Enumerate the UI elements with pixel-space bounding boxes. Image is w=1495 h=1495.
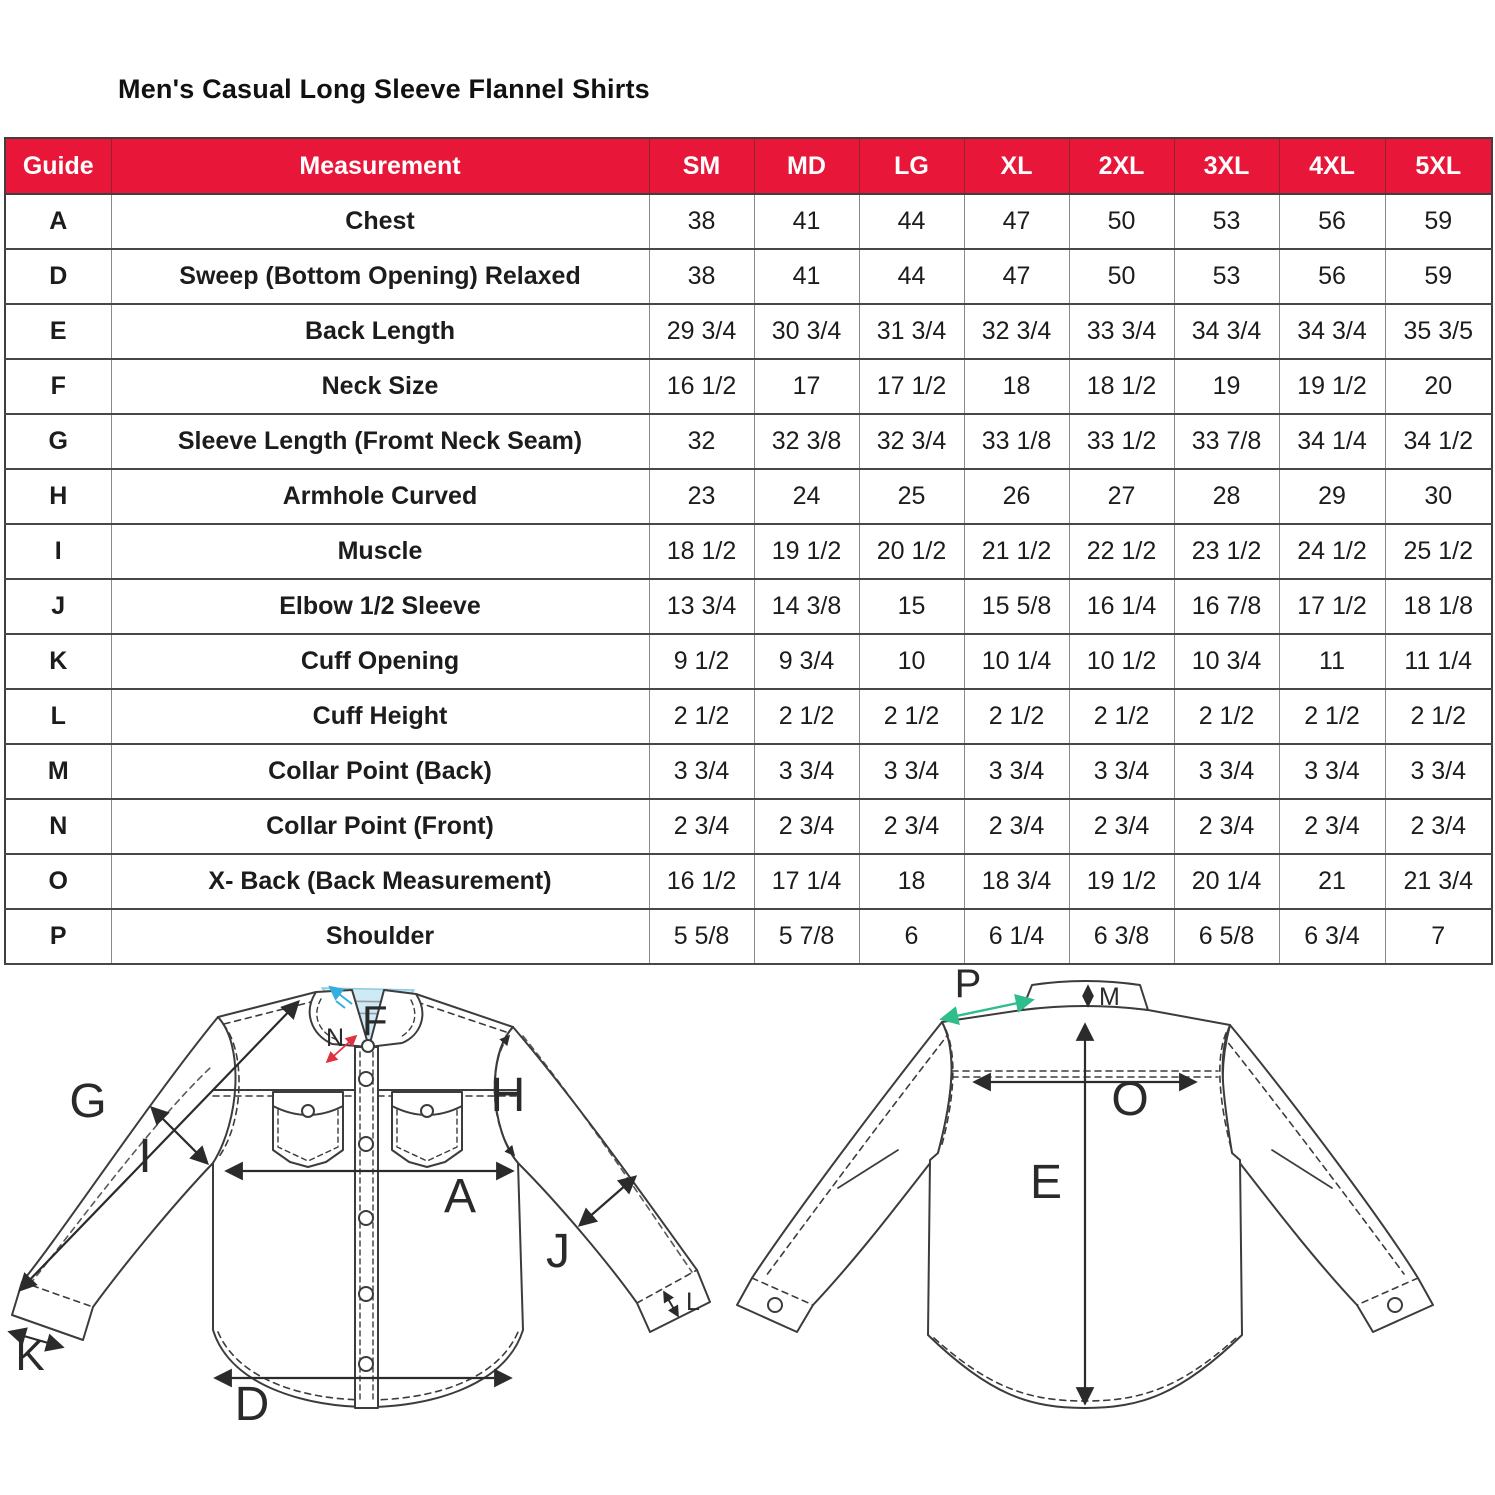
measurement-name: Muscle bbox=[111, 524, 649, 579]
size-value: 22 1/2 bbox=[1069, 524, 1174, 579]
size-value: 56 bbox=[1279, 194, 1385, 249]
shirt-measurement-diagram bbox=[0, 940, 1495, 1495]
back-collar-band bbox=[1022, 981, 1148, 1010]
size-value: 3 3/4 bbox=[649, 744, 754, 799]
size-value: 17 1/2 bbox=[859, 359, 964, 414]
size-value: 53 bbox=[1174, 194, 1279, 249]
guide-letter: J bbox=[5, 579, 111, 634]
table-row bbox=[5, 469, 1492, 524]
size-value: 6 1/4 bbox=[964, 909, 1069, 964]
size-value: 3 3/4 bbox=[1069, 744, 1174, 799]
size-value: 44 bbox=[859, 194, 964, 249]
size-value: 16 7/8 bbox=[1174, 579, 1279, 634]
size-value: 53 bbox=[1174, 249, 1279, 304]
size-value: 28 bbox=[1174, 469, 1279, 524]
size-value: 32 bbox=[649, 414, 754, 469]
size-value: 2 3/4 bbox=[1174, 799, 1279, 854]
size-value: 14 3/8 bbox=[754, 579, 859, 634]
size-value: 47 bbox=[964, 249, 1069, 304]
table-row bbox=[5, 799, 1492, 854]
size-value: 16 1/4 bbox=[1069, 579, 1174, 634]
chest-pocket-left bbox=[273, 1092, 343, 1167]
table-row bbox=[5, 524, 1492, 579]
table-row bbox=[5, 414, 1492, 469]
size-value: 38 bbox=[649, 194, 754, 249]
back-left-sleeve bbox=[737, 1022, 952, 1332]
guide-letter: E bbox=[5, 304, 111, 359]
guide-letter: M bbox=[5, 744, 111, 799]
label-i-muscle: I bbox=[138, 1130, 152, 1183]
guide-letter: D bbox=[5, 249, 111, 304]
size-value: 7 bbox=[1385, 909, 1492, 964]
size-value: 34 3/4 bbox=[1279, 304, 1385, 359]
size-value: 23 bbox=[649, 469, 754, 524]
size-value: 19 1/2 bbox=[1279, 359, 1385, 414]
label-k-cuff-opening: K bbox=[15, 1331, 45, 1380]
measurement-name: Shoulder bbox=[111, 909, 649, 964]
size-value: 5 5/8 bbox=[649, 909, 754, 964]
column-header-lg: LG bbox=[859, 138, 964, 194]
chest-pocket-right bbox=[392, 1092, 462, 1167]
button-placket bbox=[355, 1047, 378, 1408]
size-value: 29 bbox=[1279, 469, 1385, 524]
size-value: 2 1/2 bbox=[754, 689, 859, 744]
size-value: 3 3/4 bbox=[1279, 744, 1385, 799]
front-right-sleeve bbox=[495, 1027, 710, 1332]
table-row bbox=[5, 359, 1492, 414]
size-value: 16 1/2 bbox=[649, 359, 754, 414]
measurement-name: Sweep (Bottom Opening) Relaxed bbox=[111, 249, 649, 304]
guide-letter: L bbox=[5, 689, 111, 744]
measurement-name: Collar Point (Back) bbox=[111, 744, 649, 799]
size-value: 2 3/4 bbox=[859, 799, 964, 854]
size-value: 41 bbox=[754, 249, 859, 304]
size-value: 3 3/4 bbox=[754, 744, 859, 799]
size-value: 24 bbox=[754, 469, 859, 524]
size-value: 26 bbox=[964, 469, 1069, 524]
header-row bbox=[5, 138, 1492, 194]
size-value: 18 3/4 bbox=[964, 854, 1069, 909]
size-value: 59 bbox=[1385, 249, 1492, 304]
label-h-armhole: H bbox=[490, 1069, 526, 1122]
size-value: 11 bbox=[1279, 634, 1385, 689]
table-row bbox=[5, 304, 1492, 359]
size-value: 24 1/2 bbox=[1279, 524, 1385, 579]
size-value: 2 1/2 bbox=[1279, 689, 1385, 744]
size-value: 34 1/4 bbox=[1279, 414, 1385, 469]
size-value: 13 3/4 bbox=[649, 579, 754, 634]
size-value: 34 3/4 bbox=[1174, 304, 1279, 359]
label-n-collar-point: N bbox=[325, 1024, 344, 1052]
size-value: 15 5/8 bbox=[964, 579, 1069, 634]
guide-letter: P bbox=[5, 909, 111, 964]
measurement-name: Neck Size bbox=[111, 359, 649, 414]
size-value: 32 3/8 bbox=[754, 414, 859, 469]
size-value: 29 3/4 bbox=[649, 304, 754, 359]
size-value: 18 1/2 bbox=[1069, 359, 1174, 414]
size-value: 11 1/4 bbox=[1385, 634, 1492, 689]
guide-letter: O bbox=[5, 854, 111, 909]
column-header-4xl: 4XL bbox=[1279, 138, 1385, 194]
size-value: 20 bbox=[1385, 359, 1492, 414]
measurement-name: Chest bbox=[111, 194, 649, 249]
size-value: 47 bbox=[964, 194, 1069, 249]
size-value: 16 1/2 bbox=[649, 854, 754, 909]
label-l-cuff-height: L bbox=[686, 1288, 700, 1316]
measurement-name: Armhole Curved bbox=[111, 469, 649, 524]
guide-letter: A bbox=[5, 194, 111, 249]
table-row bbox=[5, 249, 1492, 304]
size-value: 6 3/4 bbox=[1279, 909, 1385, 964]
guide-letter: I bbox=[5, 524, 111, 579]
column-header-md: MD bbox=[754, 138, 859, 194]
size-value: 2 1/2 bbox=[859, 689, 964, 744]
size-value: 17 1/4 bbox=[754, 854, 859, 909]
guide-letter: K bbox=[5, 634, 111, 689]
guide-letter: N bbox=[5, 799, 111, 854]
label-p-shoulder: P bbox=[954, 962, 982, 1006]
column-header-5xl: 5XL bbox=[1385, 138, 1492, 194]
size-value: 31 3/4 bbox=[859, 304, 964, 359]
size-value: 15 bbox=[859, 579, 964, 634]
front-shirt-sketch bbox=[12, 988, 710, 1408]
size-value: 50 bbox=[1069, 249, 1174, 304]
size-value: 21 bbox=[1279, 854, 1385, 909]
size-value: 3 3/4 bbox=[1174, 744, 1279, 799]
size-value: 33 1/2 bbox=[1069, 414, 1174, 469]
column-header-guide: Guide bbox=[5, 138, 111, 194]
size-value: 2 1/2 bbox=[1385, 689, 1492, 744]
measurement-name: X- Back (Back Measurement) bbox=[111, 854, 649, 909]
size-value: 44 bbox=[859, 249, 964, 304]
table-body bbox=[5, 194, 1492, 964]
size-value: 19 1/2 bbox=[754, 524, 859, 579]
size-value: 56 bbox=[1279, 249, 1385, 304]
size-value: 2 1/2 bbox=[649, 689, 754, 744]
guide-letter: G bbox=[5, 414, 111, 469]
size-value: 32 3/4 bbox=[964, 304, 1069, 359]
size-value: 27 bbox=[1069, 469, 1174, 524]
size-value: 2 3/4 bbox=[1385, 799, 1492, 854]
size-value: 2 3/4 bbox=[1279, 799, 1385, 854]
size-value: 21 3/4 bbox=[1385, 854, 1492, 909]
measurement-name: Cuff Opening bbox=[111, 634, 649, 689]
size-value: 50 bbox=[1069, 194, 1174, 249]
size-value: 10 1/4 bbox=[964, 634, 1069, 689]
size-value: 2 1/2 bbox=[1174, 689, 1279, 744]
column-header-xl: XL bbox=[964, 138, 1069, 194]
guide-letter: H bbox=[5, 469, 111, 524]
column-header-sm: SM bbox=[649, 138, 754, 194]
size-value: 3 3/4 bbox=[859, 744, 964, 799]
measurement-name: Collar Point (Front) bbox=[111, 799, 649, 854]
size-value: 18 1/8 bbox=[1385, 579, 1492, 634]
size-value: 20 1/4 bbox=[1174, 854, 1279, 909]
size-value: 2 3/4 bbox=[754, 799, 859, 854]
size-value: 2 1/2 bbox=[964, 689, 1069, 744]
size-value: 18 bbox=[859, 854, 964, 909]
measurement-name: Elbow 1/2 Sleeve bbox=[111, 579, 649, 634]
table-row bbox=[5, 579, 1492, 634]
table-row bbox=[5, 854, 1492, 909]
size-value: 17 bbox=[754, 359, 859, 414]
front-left-sleeve bbox=[12, 1017, 237, 1340]
size-value: 59 bbox=[1385, 194, 1492, 249]
size-value: 3 3/4 bbox=[964, 744, 1069, 799]
size-value: 33 7/8 bbox=[1174, 414, 1279, 469]
guide-letter: F bbox=[5, 359, 111, 414]
size-value: 3 3/4 bbox=[1385, 744, 1492, 799]
label-a-chest: A bbox=[443, 1170, 477, 1223]
size-value: 34 1/2 bbox=[1385, 414, 1492, 469]
size-value: 6 bbox=[859, 909, 964, 964]
size-value: 21 1/2 bbox=[964, 524, 1069, 579]
size-value: 10 3/4 bbox=[1174, 634, 1279, 689]
size-value: 32 3/4 bbox=[859, 414, 964, 469]
size-value: 35 3/5 bbox=[1385, 304, 1492, 359]
page-title: Men's Casual Long Sleeve Flannel Shirts bbox=[118, 74, 650, 104]
table-row bbox=[5, 744, 1492, 799]
size-value: 20 1/2 bbox=[859, 524, 964, 579]
size-value: 19 bbox=[1174, 359, 1279, 414]
table-row bbox=[5, 689, 1492, 744]
label-g-sleeve-length: G bbox=[69, 1075, 107, 1128]
size-value: 2 1/2 bbox=[1069, 689, 1174, 744]
size-value: 18 1/2 bbox=[649, 524, 754, 579]
size-value: 33 1/8 bbox=[964, 414, 1069, 469]
measurement-name: Sleeve Length (Fromt Neck Seam) bbox=[111, 414, 649, 469]
size-value: 2 3/4 bbox=[1069, 799, 1174, 854]
label-d-sweep: D bbox=[234, 1378, 270, 1431]
size-value: 6 5/8 bbox=[1174, 909, 1279, 964]
column-header-2xl: 2XL bbox=[1069, 138, 1174, 194]
size-value: 41 bbox=[754, 194, 859, 249]
table-row bbox=[5, 194, 1492, 249]
size-value: 10 1/2 bbox=[1069, 634, 1174, 689]
size-value: 30 3/4 bbox=[754, 304, 859, 359]
column-header-3xl: 3XL bbox=[1174, 138, 1279, 194]
label-o-x-back: O bbox=[1111, 1073, 1149, 1126]
label-f-neck: F bbox=[362, 997, 388, 1044]
column-header-measurement: Measurement bbox=[111, 138, 649, 194]
size-value: 9 3/4 bbox=[754, 634, 859, 689]
size-value: 19 1/2 bbox=[1069, 854, 1174, 909]
size-value: 17 1/2 bbox=[1279, 579, 1385, 634]
size-value: 10 bbox=[859, 634, 964, 689]
size-value: 38 bbox=[649, 249, 754, 304]
label-m-collar-back: M bbox=[1099, 983, 1120, 1011]
size-value: 6 3/8 bbox=[1069, 909, 1174, 964]
size-value: 25 1/2 bbox=[1385, 524, 1492, 579]
size-value: 23 1/2 bbox=[1174, 524, 1279, 579]
size-value: 33 3/4 bbox=[1069, 304, 1174, 359]
size-value: 25 bbox=[859, 469, 964, 524]
size-value: 2 3/4 bbox=[649, 799, 754, 854]
back-right-sleeve bbox=[1223, 1025, 1433, 1332]
table-row bbox=[5, 634, 1492, 689]
size-chart-table bbox=[4, 137, 1493, 965]
measurement-name: Back Length bbox=[111, 304, 649, 359]
label-e-back-length: E bbox=[1029, 1156, 1062, 1209]
size-value: 5 7/8 bbox=[754, 909, 859, 964]
size-value: 9 1/2 bbox=[649, 634, 754, 689]
size-value: 2 3/4 bbox=[964, 799, 1069, 854]
size-value: 30 bbox=[1385, 469, 1492, 524]
label-j-elbow: J bbox=[546, 1225, 570, 1278]
measurement-name: Cuff Height bbox=[111, 689, 649, 744]
size-value: 18 bbox=[964, 359, 1069, 414]
